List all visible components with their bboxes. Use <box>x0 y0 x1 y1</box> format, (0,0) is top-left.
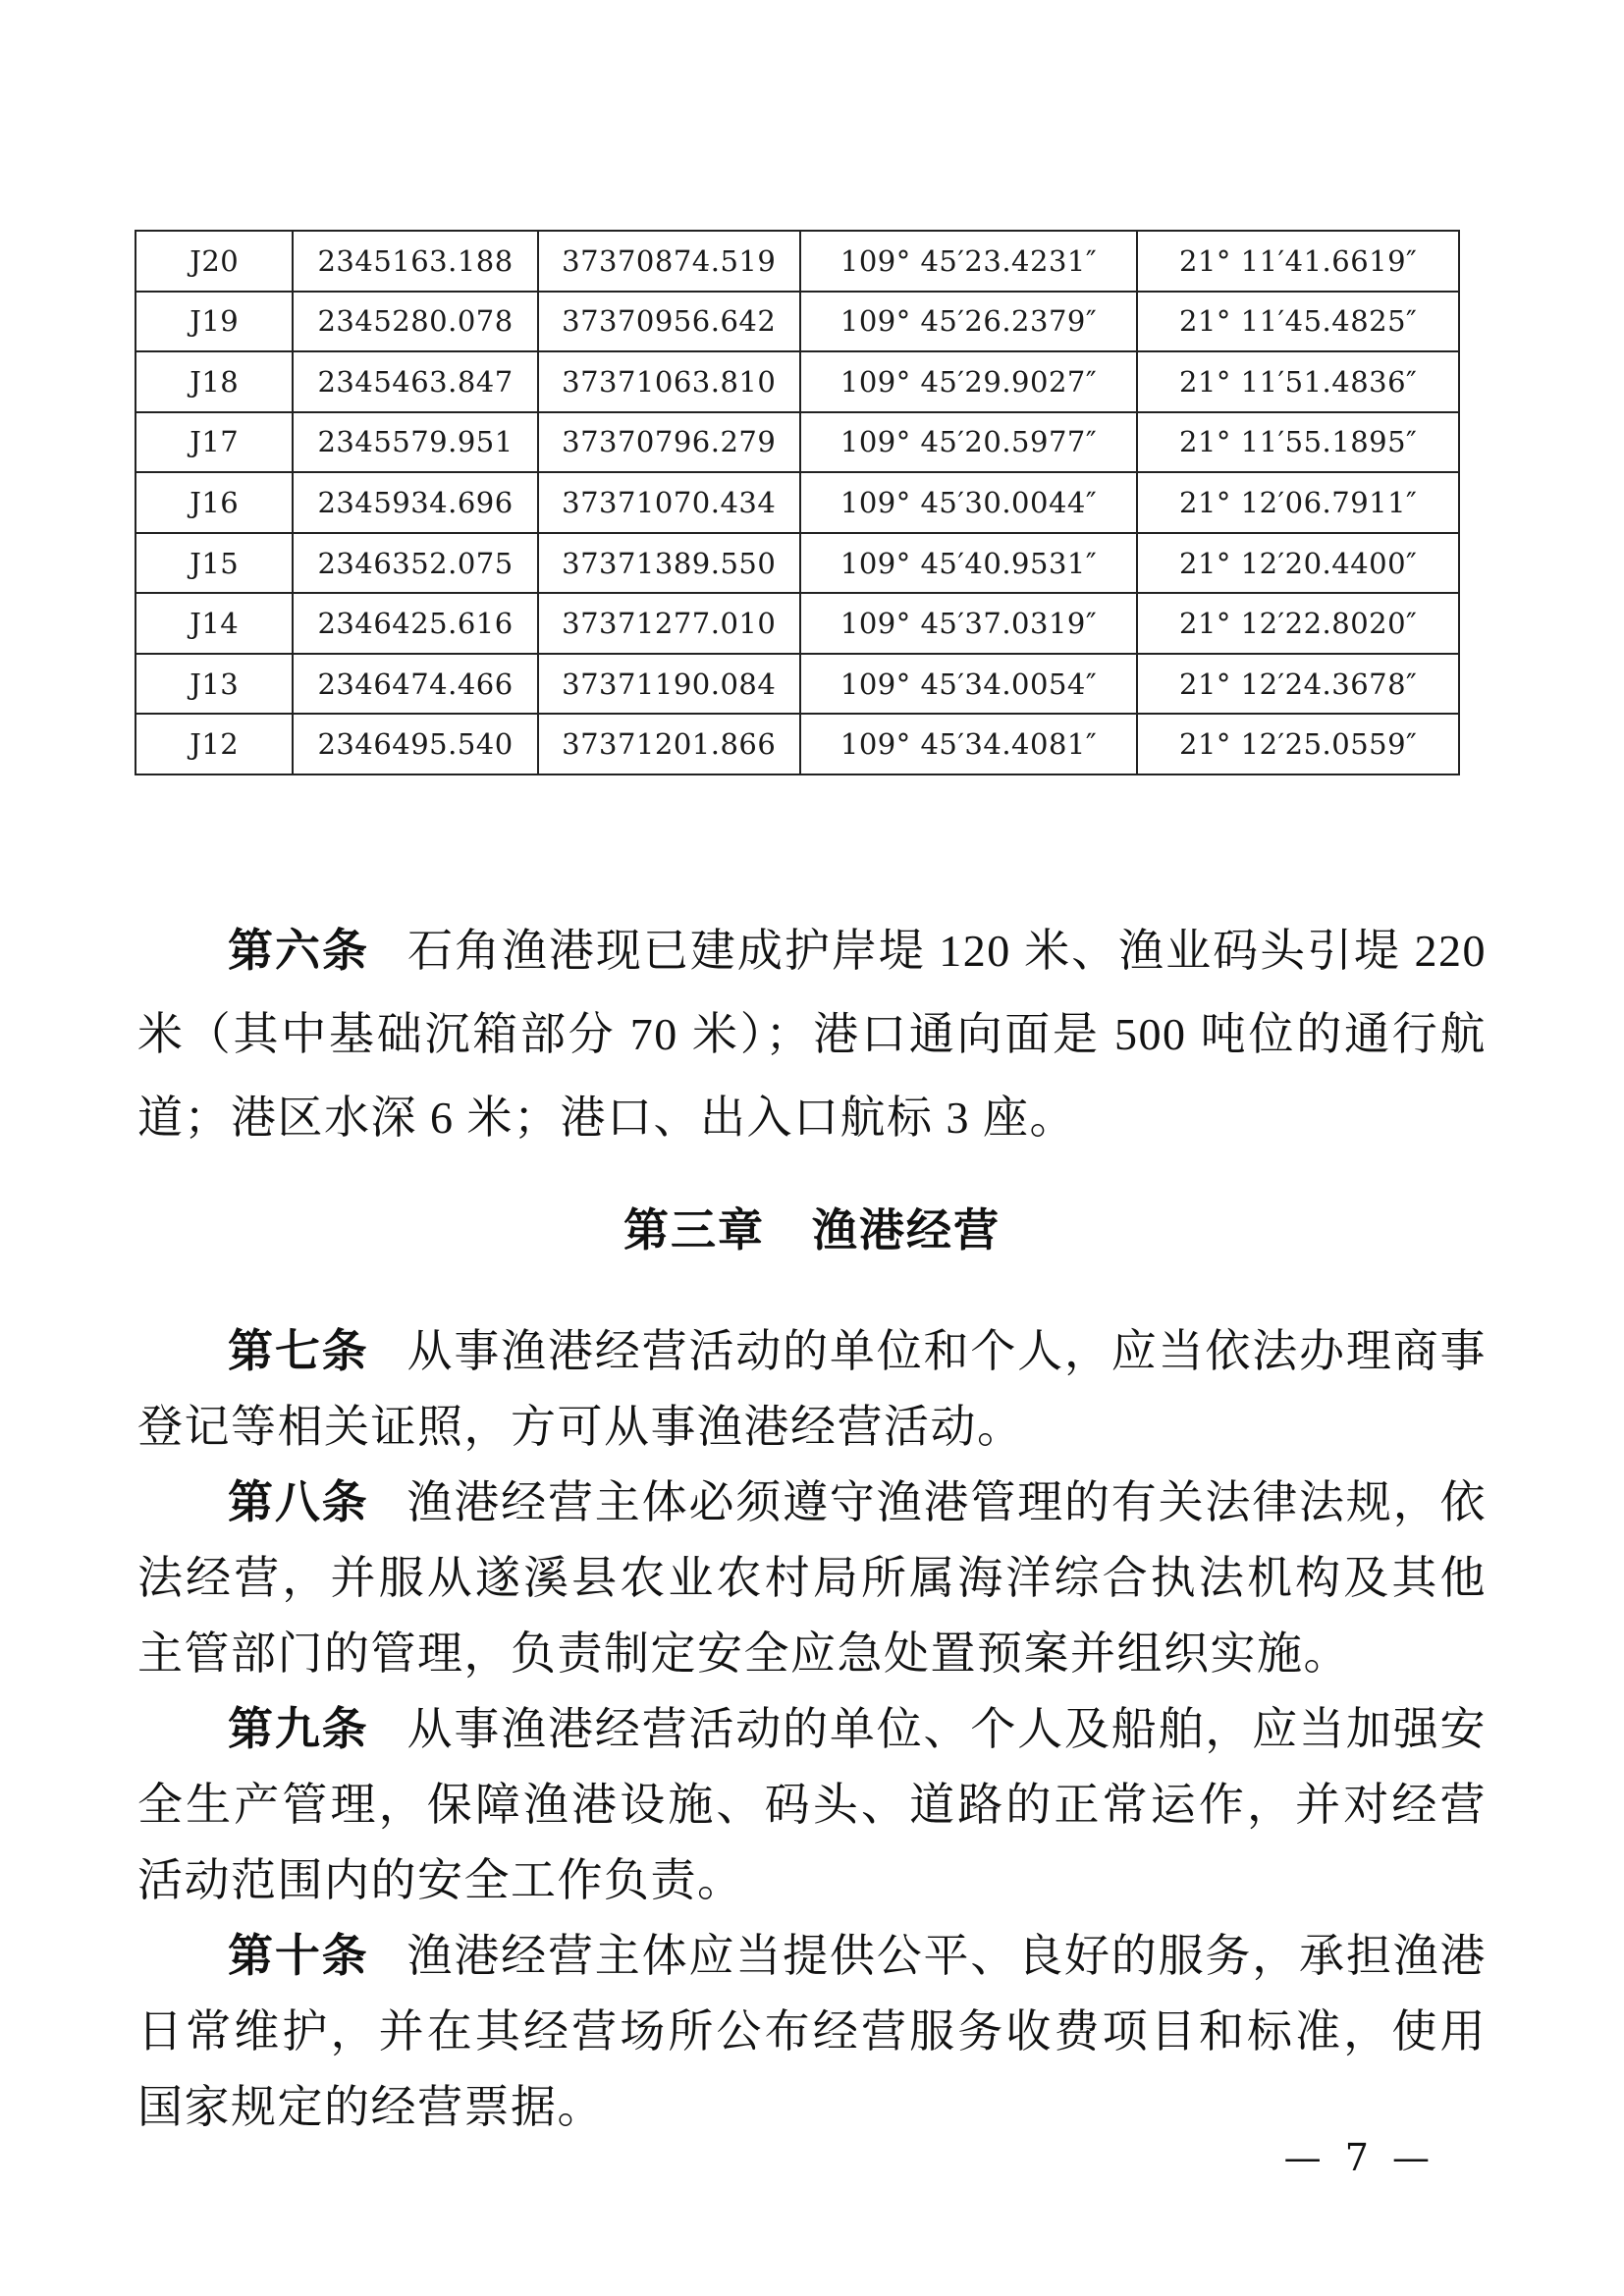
table-cell: 37371190.084 <box>538 654 800 715</box>
table-cell: 109° 45′29.9027″ <box>800 351 1138 412</box>
table-row <box>135 351 1459 412</box>
page-number: — 7 — <box>1283 2136 1435 2179</box>
table-cell: J17 <box>135 412 293 473</box>
table-cell: 21° 11′55.1895″ <box>1137 412 1459 473</box>
table-cell: 37371070.434 <box>538 472 800 533</box>
table-cell: 21° 12′20.4400″ <box>1137 533 1459 594</box>
table-cell: 2345163.188 <box>293 231 537 292</box>
table-cell: 2345579.951 <box>293 412 537 473</box>
table-cell: 37370874.519 <box>538 231 800 292</box>
table-cell: J12 <box>135 714 293 774</box>
table-cell: 2346352.075 <box>293 533 537 594</box>
table-cell: 2345934.696 <box>293 472 537 533</box>
article-10-paragraph <box>137 1918 1487 2145</box>
table-row <box>135 292 1459 352</box>
table-cell: 21° 11′45.4825″ <box>1137 292 1459 352</box>
table-cell: 37370796.279 <box>538 412 800 473</box>
article-9-text: 从事渔港经营活动的单位、个人及船舶，应当加强安全生产管理，保障渔港设施、码头、道路的正常运作，并对经营活动范围内的安全工作负责。 <box>137 1704 1488 1905</box>
table-cell: 2346474.466 <box>293 654 537 715</box>
table-cell: 21° 12′22.8020″ <box>1137 593 1459 654</box>
article-7-label: 第七条 <box>228 1325 369 1376</box>
article-8-text: 渔港经营主体必须遵守渔港管理的有关法律法规，依法经营，并服从遂溪县农业农村局所属海洋综合执法机构及其他主管部门的管理，负责制定安全应急处置预案并组织实施。 <box>137 1477 1488 1679</box>
table-cell: 109° 45′30.0044″ <box>800 472 1138 533</box>
table-cell: 21° 11′51.4836″ <box>1137 351 1459 412</box>
table-cell: 2346425.616 <box>293 593 537 654</box>
table-cell: 109° 45′20.5977″ <box>800 412 1138 473</box>
table-row <box>135 654 1459 715</box>
table-cell: 37370956.642 <box>538 292 800 352</box>
table-cell: J16 <box>135 472 293 533</box>
article-8-label: 第八条 <box>228 1476 369 1527</box>
table-cell: 109° 45′37.0319″ <box>800 593 1138 654</box>
table-cell: 21° 12′25.0559″ <box>1137 714 1459 774</box>
table-cell: 21° 11′41.6619″ <box>1137 231 1459 292</box>
table-cell: 37371389.550 <box>538 533 800 594</box>
table-cell: 37371063.810 <box>538 351 800 412</box>
table-cell: 37371277.010 <box>538 593 800 654</box>
article-7-text: 从事渔港经营活动的单位和个人，应当依法办理商事登记等相关证照，方可从事渔港经营活动。 <box>137 1326 1488 1452</box>
table-cell: 109° 45′26.2379″ <box>800 292 1138 352</box>
table-cell: 2345463.847 <box>293 351 537 412</box>
table-cell: 109° 45′23.4231″ <box>800 231 1138 292</box>
articles-block <box>137 1313 1487 2145</box>
table-row <box>135 714 1459 774</box>
table-row <box>135 472 1459 533</box>
table-row <box>135 593 1459 654</box>
article-9-label: 第九条 <box>228 1703 369 1754</box>
table-row <box>135 412 1459 473</box>
article-8-paragraph <box>137 1465 1487 1691</box>
table-cell: 2346495.540 <box>293 714 537 774</box>
article-9-paragraph <box>137 1691 1487 1918</box>
article-10-text: 渔港经营主体应当提供公平、良好的服务，承担渔港日常维护，并在其经营场所公布经营服务收费项目和标准，使用国家规定的经营票据。 <box>137 1931 1488 2132</box>
table-cell: J15 <box>135 533 293 594</box>
article-10-label: 第十条 <box>228 1930 369 1981</box>
article-7-paragraph <box>137 1313 1487 1465</box>
table-cell: 21° 12′24.3678″ <box>1137 654 1459 715</box>
table-row <box>135 231 1459 292</box>
table-cell: 2345280.078 <box>293 292 537 352</box>
table-cell: 21° 12′06.7911″ <box>1137 472 1459 533</box>
table-cell: 109° 45′40.9531″ <box>800 533 1138 594</box>
table-cell: 37371201.866 <box>538 714 800 774</box>
table-row <box>135 533 1459 594</box>
article-6-paragraph <box>137 909 1487 1159</box>
article-6-label: 第六条 <box>228 925 369 976</box>
table-cell: J20 <box>135 231 293 292</box>
table-cell: 109° 45′34.4081″ <box>800 714 1138 774</box>
table-cell: J13 <box>135 654 293 715</box>
table-cell: J19 <box>135 292 293 352</box>
article-6-text: 石角渔港现已建成护岸堤 120 米、渔业码头引堤 220 米（其中基础沉箱部分 70 米）；港口通向面是 500 吨位的通行航道；港区水深 6 米；港口、出入口航标 3 座。 <box>137 926 1488 1143</box>
chapter-heading: 第三章 渔港经营 <box>623 1204 1001 1255</box>
table-cell: J14 <box>135 593 293 654</box>
coordinates-table <box>135 230 1460 775</box>
table-cell: 109° 45′34.0054″ <box>800 654 1138 715</box>
table-cell: J18 <box>135 351 293 412</box>
